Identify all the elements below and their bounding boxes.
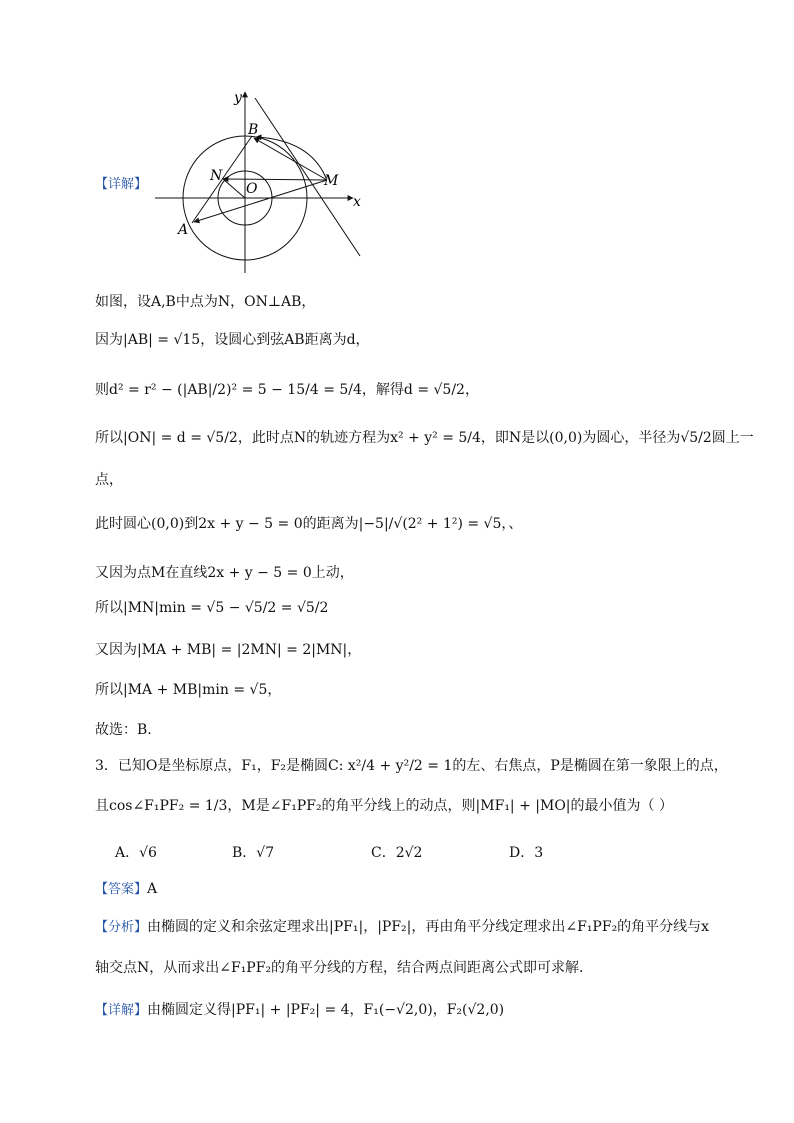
analysis-line-2: 轴交点N，从而求出∠F₁PF₂的角平分线的方程，结合两点间距离公式即可求解.: [95, 960, 584, 976]
solution-line-6: 又因为点M在直线2x + y − 5 = 0上动，: [95, 565, 354, 581]
solution-line-10: 故选：B.: [95, 722, 152, 738]
vector-mn: [223, 179, 327, 180]
option-c: C．2√2: [371, 845, 423, 861]
detail-line-1: [95, 1000, 504, 1021]
answer-tag: 【答案】: [95, 882, 148, 897]
solution-line-9: 所以|MA + MB|min = √5，: [95, 682, 282, 698]
solution-line-7: 所以|MN|min = √5 − √5/2 = √5/2: [95, 600, 329, 616]
solution-line-3: 则d² = r² − (|AB|/2)² = 5 − 15/4 = 5/4，解得d = √5/2，: [95, 382, 479, 398]
analysis-tag: 【分析】: [95, 920, 148, 935]
label-y: y: [234, 90, 242, 106]
label-b: B: [248, 122, 259, 138]
detail-tag: 【详解】: [95, 177, 148, 192]
answer-value: A: [147, 881, 158, 897]
label-x: x: [353, 194, 361, 210]
analysis-line-1: [95, 917, 709, 938]
solution-line-4b: 点，: [95, 472, 123, 488]
option-a: A．√6: [115, 845, 157, 861]
solution-line-1: 如图，设A,B中点为N，ON⊥AB，: [95, 294, 316, 310]
option-b: B．√7: [232, 845, 275, 861]
answer-line: [95, 879, 157, 900]
solution-line-4: 所以|ON| = d = √5/2，此时点N的轨迹方程为x² + y² = 5/4，即N是以(0,0)为圆心，半径为√5/2圆上一: [95, 430, 754, 446]
analysis-text-1: 由椭圆的定义和余弦定理求出|PF₁|，|PF₂|，再由角平分线定理求出∠F₁PF₂的角平分线与x: [147, 919, 710, 935]
line-l: [255, 98, 360, 256]
option-d: D．3: [509, 845, 544, 861]
problem3-line-2: 且cos∠F₁PF₂ = 1/3，M是∠F₁PF₂的角平分线上的动点，则|MF₁| + |MO|的最小值为（ ）: [95, 798, 673, 814]
label-m: M: [324, 173, 339, 189]
segment-on: [223, 179, 245, 198]
detail-text-1: 由椭圆定义得|PF₁| + |PF₂| = 4，F₁(−√2,0)，F₂(√2,0): [147, 1002, 505, 1018]
label-a: A: [178, 222, 189, 238]
detail-tag-2: 【详解】: [95, 1003, 148, 1018]
label-n: N: [210, 168, 223, 184]
solution-line-8: 又因为|MA + MB| = |2MN| = 2|MN|，: [95, 642, 362, 658]
problem3-line-1: 3．已知O是坐标原点，F₁，F₂是椭圆C: x²/4 + y²/2 = 1的左、右焦点，P是椭圆在第一象限上的点，: [95, 758, 728, 774]
solution-line-2: 因为|AB| = √15，设圆心到弦AB距离为d，: [95, 332, 370, 348]
solution-line-5: 此时圆心(0,0)到2x + y − 5 = 0的距离为|−5|/√(2² + 1²) = √5，、: [95, 516, 523, 532]
arc-bm: [256, 137, 326, 178]
label-o: O: [246, 181, 258, 197]
geometry-figure: [150, 88, 375, 278]
